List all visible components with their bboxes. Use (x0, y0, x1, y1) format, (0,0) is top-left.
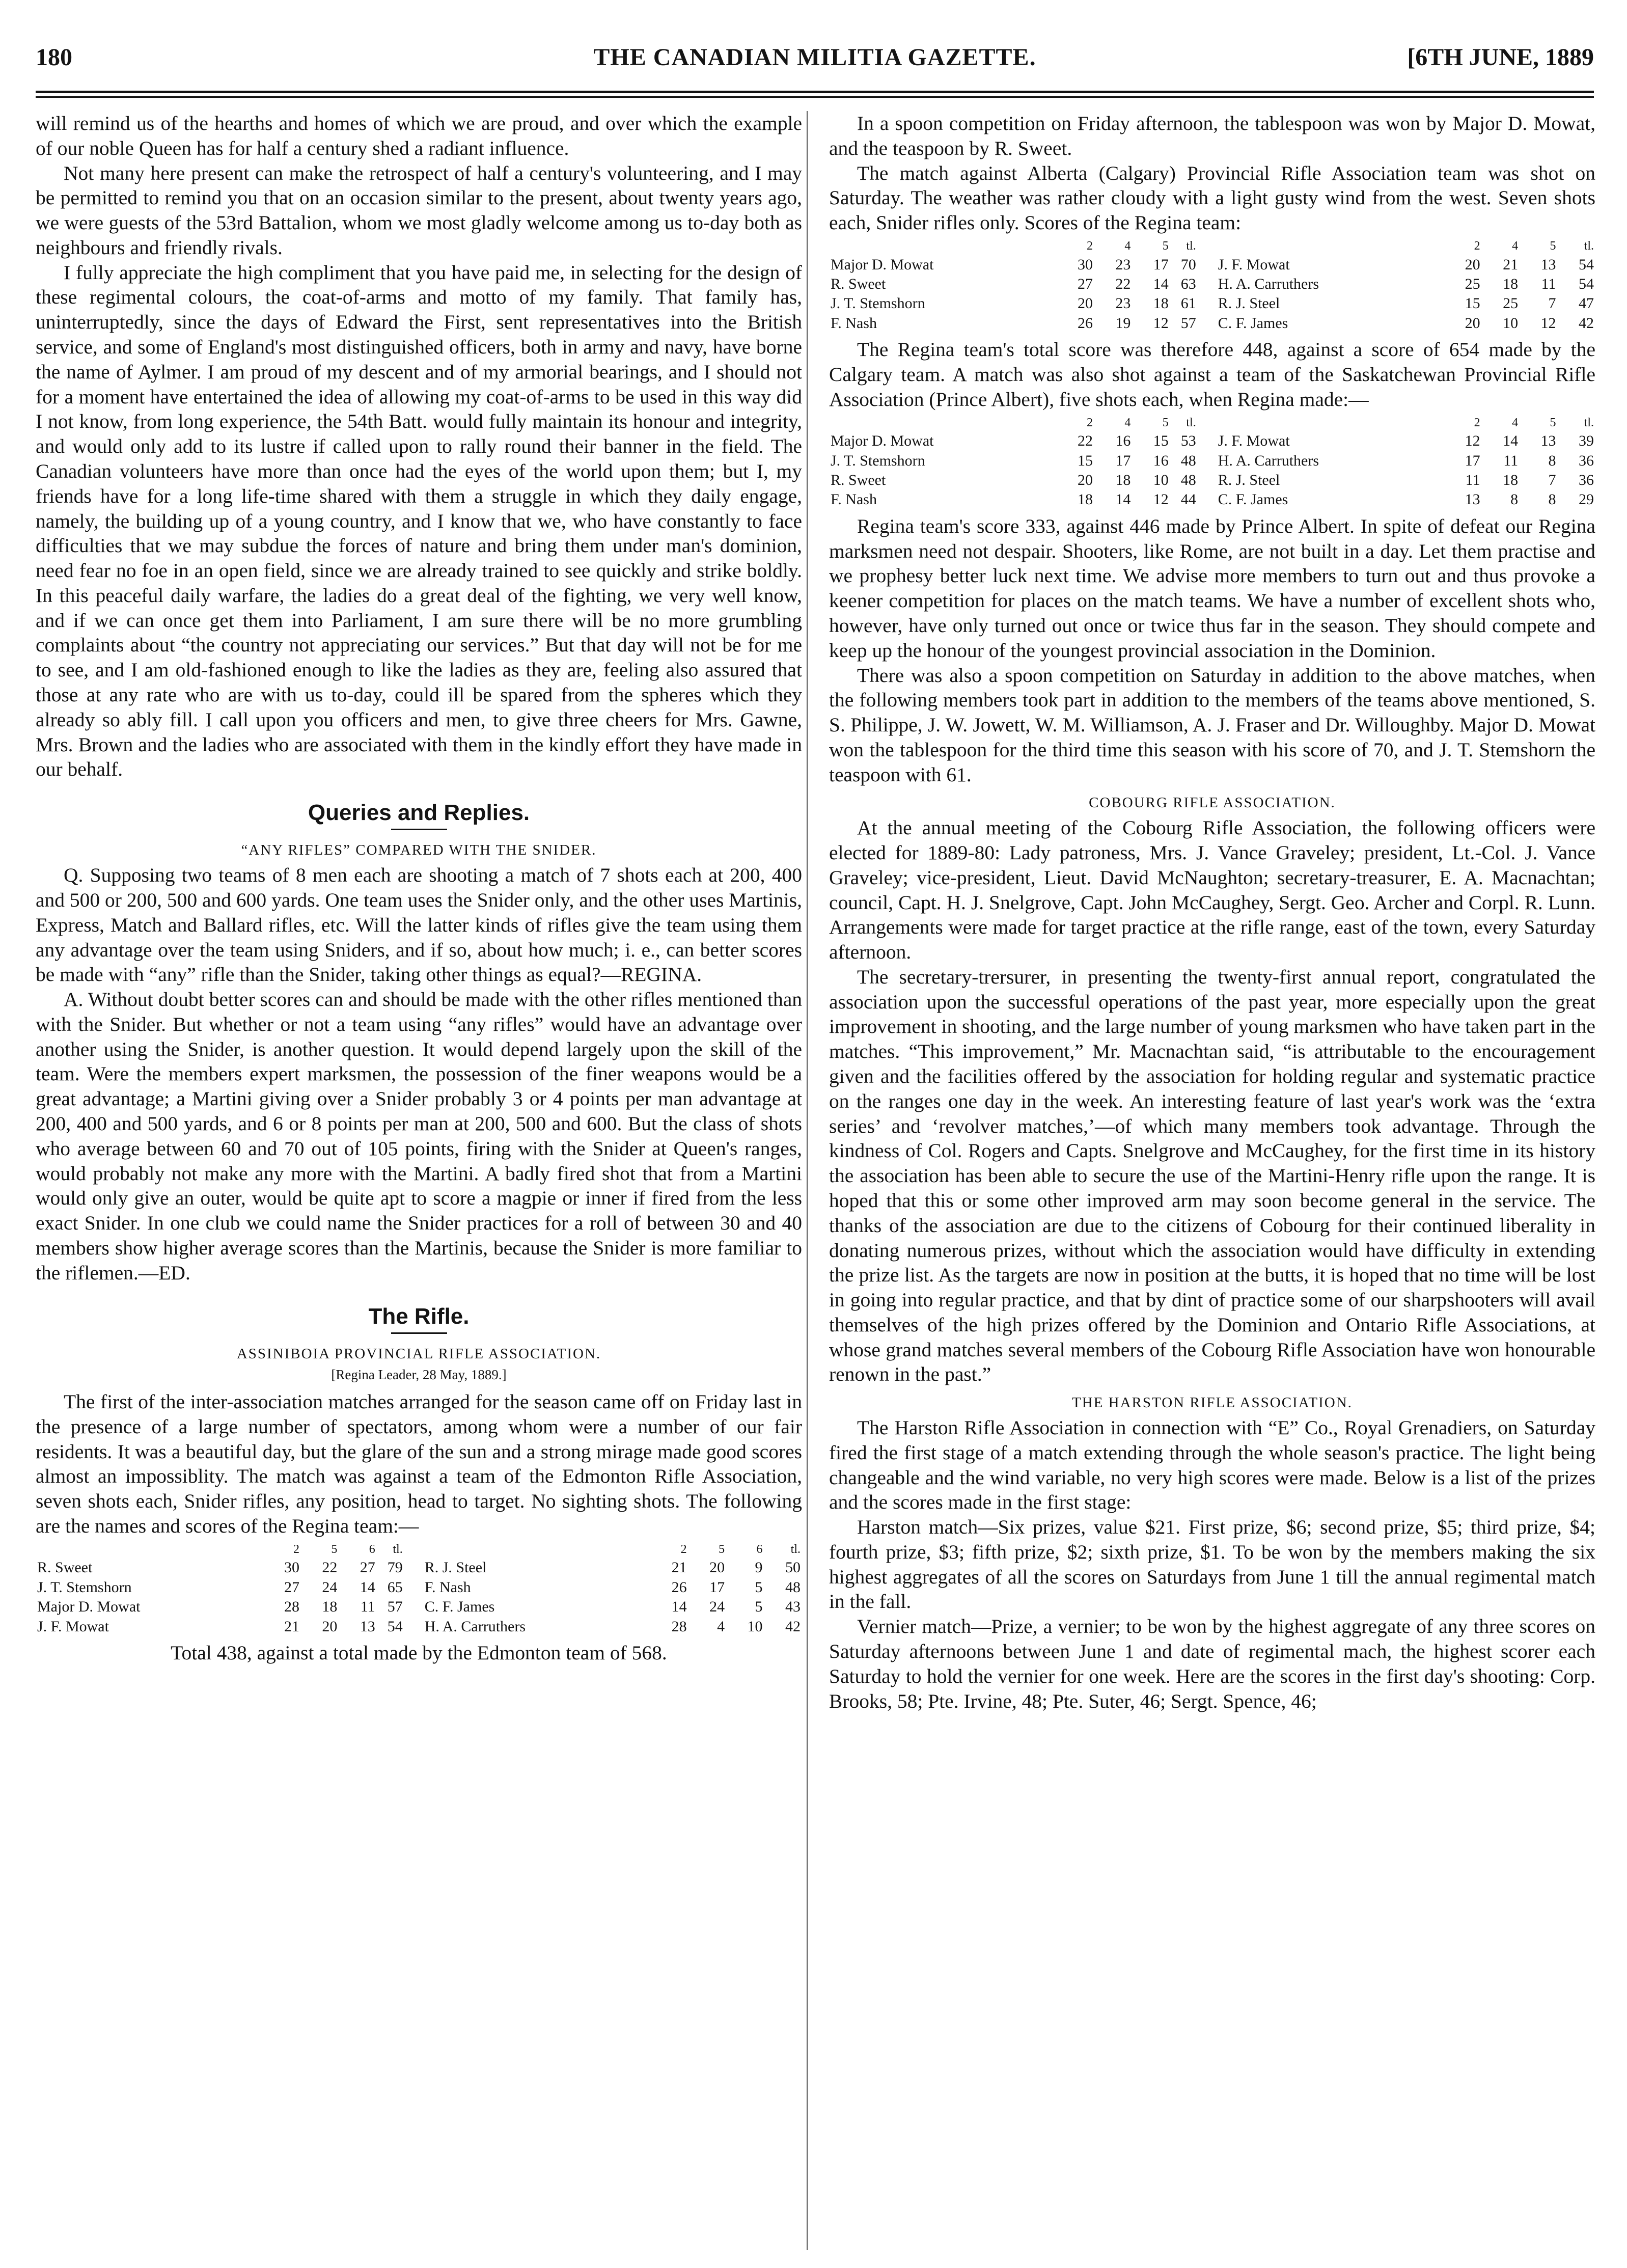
score-total: 57 (1180, 314, 1196, 332)
article-paragraph: There was also a spoon competition on Saturday in addition to the above matches, when the following members took part in addition to the members of the teams above mentioned, S. S. Philippe, J. W. Jowett, W. M. Williamson, A. J. Fraser and Dr. Willoughby. Major D. Mowat won the tablespoon for the third time this season with his score of 70, and J. T. Stemshorn the teaspoon with 61. (829, 664, 1595, 786)
score-total: 29 (1579, 491, 1594, 508)
table-row (829, 275, 1595, 294)
score: 4 (717, 1618, 725, 1635)
score: 12 (1153, 491, 1169, 508)
total-header: tl. (1584, 239, 1594, 253)
score: 27 (360, 1559, 375, 1576)
score: 27 (284, 1578, 299, 1596)
score-total: 57 (387, 1598, 403, 1616)
score: 8 (1510, 491, 1519, 508)
score: 13 (360, 1618, 375, 1635)
score: 15 (1465, 295, 1480, 312)
shooter-name: R. J. Steel (424, 1559, 487, 1576)
article-paragraph: The secretary-trersurer, in presenting the twenty-first annual report, congratulated the association upon the successful operations of the past year, more especially upon the great improvement in shooting, and the large number of young marksmen who have taken part in the matches. “This improvement,” Mr. Macnachtan said, “is attributable to the encouragement given and the facilities offered by the association for holding regular and systematic practice on the ranges one day in the week. An interesting feature of last year's work was the ‘extra series’ and ‘revolver matches,’—of which many members took advantage. Through the kindness of Col. Rogers and Capts. Snelgrove and McCaughey, for the first time in its history the association has been able to secure the use of the Martini-Henry rifle upon the range. It is hoped that this or some other improved arm may soon become general in the service. The thanks of the association are due to the citizens of Cobourg for their continued liberality in donating numerous prizes, without which the association would have difficulty in extending the prize list. As the targets are now in position at the butts, it is hoped that no time will be lost in going into regular practice, and that by dint of practice some of our sharpshooters will avail themselves of the high prizes offered by the Dominion and Ontario Rifle Associations, at whose grand matches several members of the Cobourg Rifle Association have won honourable renown in the past.” (829, 965, 1595, 1386)
article-paragraph: The match against Alberta (Calgary) Provincial Rifle Association team was shot on Saturday. The weather was rather cloudy with a light gusty wind from the west. Seven shots each, Snider rifles only. Scores of the Regina team: (829, 161, 1595, 234)
score-total: 63 (1180, 276, 1196, 293)
score: 28 (671, 1618, 687, 1635)
right-column (829, 111, 1595, 2250)
table-row (36, 1578, 802, 1597)
score-total: 36 (1579, 472, 1594, 489)
shooter-name: Major D. Mowat (831, 432, 934, 450)
article-paragraph: At the annual meeting of the Cobourg Rifle Association, the following officers were elected for 1889-80: Lady patroness, Mrs. J. Vance Graveley; president, Lt.-Col. J. Vance Graveley; vice-president, Lieut. David McNaughton; secretary-treasurer, E. A. Macnachtan; council, Capt. H. J. Snelgrove, Capt. John McCaughey, Sergt. Geo. Archer and Corpl. R. Lunn. Arrangements were made for target practice at the rifle range, east of the town, every Saturday afternoon. (829, 816, 1595, 964)
issue-date: [6TH JUNE, 1889 (1407, 44, 1594, 71)
rifle-heading: The Rifle. (368, 1303, 470, 1329)
range-header: 2 (680, 1542, 687, 1556)
range-header: 4 (1124, 416, 1131, 429)
table-row (829, 294, 1595, 313)
score-total: 42 (785, 1618, 801, 1635)
range-header: 2 (1086, 416, 1093, 429)
shooter-name: H. A. Carruthers (1218, 452, 1319, 469)
range-header: 4 (1512, 416, 1519, 429)
score-total: 39 (1579, 432, 1594, 450)
score: 13 (1540, 256, 1556, 273)
table-row (829, 490, 1595, 509)
score: 22 (1115, 276, 1131, 293)
score: 10 (1153, 472, 1169, 489)
range-header: 5 (1162, 239, 1169, 253)
score-total: 43 (785, 1598, 801, 1616)
score: 25 (1465, 276, 1480, 293)
speech-paragraph: will remind us of the hearths and homes of which we are proud, and over which the example of our noble Queen has for half a century shed a radiant influence. (36, 112, 802, 159)
score: 9 (755, 1559, 763, 1576)
score: 21 (671, 1559, 687, 1576)
score: 20 (1465, 256, 1480, 273)
score: 15 (1077, 452, 1093, 469)
table-row (829, 471, 1595, 490)
table-row (829, 451, 1595, 471)
article-paragraph: In a spoon competition on Friday afternoon, the tablespoon was won by Major D. Mowat, and the teaspoon by R. Sweet. (829, 112, 1595, 159)
score: 24 (709, 1598, 725, 1616)
score-total: 48 (785, 1578, 801, 1596)
total-header: tl. (1584, 416, 1594, 429)
score: 8 (1548, 491, 1556, 508)
score: 26 (671, 1578, 687, 1596)
table-row (829, 255, 1595, 275)
score: 16 (1115, 432, 1131, 450)
header-rule-thick (36, 91, 1594, 93)
range-header: 2 (1474, 416, 1480, 429)
cobourg-heading: COBOURG RIFLE ASSOCIATION. (1089, 795, 1336, 811)
score: 8 (1548, 452, 1556, 469)
score: 18 (1077, 491, 1093, 508)
score: 18 (322, 1598, 338, 1616)
shooter-name: R. Sweet (831, 276, 886, 293)
score: 20 (1465, 314, 1480, 332)
score: 11 (1503, 452, 1519, 469)
column-divider (807, 111, 808, 2250)
section-rule (391, 829, 447, 830)
score: 17 (1115, 452, 1131, 469)
score: 20 (322, 1618, 338, 1635)
range-header: 4 (1124, 239, 1131, 253)
score: 27 (1077, 276, 1093, 293)
score-total: 50 (785, 1559, 801, 1576)
shooter-name: R. J. Steel (1218, 295, 1280, 312)
score: 14 (1115, 491, 1131, 508)
score: 30 (284, 1559, 299, 1576)
score-total: 79 (387, 1559, 403, 1576)
range-header: 4 (1512, 239, 1519, 253)
score: 13 (1465, 491, 1480, 508)
shooter-name: J. T. Stemshorn (37, 1578, 132, 1596)
left-column (36, 111, 802, 2250)
score: 25 (1503, 295, 1519, 312)
score: 26 (1077, 314, 1093, 332)
score: 17 (1153, 256, 1169, 273)
shooter-name: C. F. James (1218, 314, 1288, 332)
score: 5 (755, 1578, 763, 1596)
shooter-name: F. Nash (831, 491, 877, 508)
score-total: 48 (1180, 472, 1196, 489)
score: 11 (1465, 472, 1480, 489)
shooter-name: J. T. Stemshorn (831, 295, 925, 312)
section-rule (391, 1332, 447, 1334)
score: 13 (1540, 432, 1556, 450)
range-header: 6 (369, 1542, 375, 1556)
score: 21 (1503, 256, 1519, 273)
score-total: 70 (1180, 256, 1196, 273)
score: 14 (671, 1598, 687, 1616)
table-row (36, 1617, 802, 1636)
score: 14 (1503, 432, 1519, 450)
article-paragraph: The Harston Rifle Association in connection with “E” Co., Royal Grenadiers, on Saturday fired the first stage of a match extending through the whole season's practice. The light being changeable and the wind variable, no very high scores were made. Below is a list of the prizes and the scores made in the first stage: (829, 1416, 1595, 1514)
total-header: tl. (790, 1542, 801, 1556)
score: 18 (1115, 472, 1131, 489)
score-total: 42 (1579, 314, 1594, 332)
shooter-name: C. F. James (424, 1598, 495, 1616)
score: 18 (1503, 472, 1519, 489)
score: 17 (709, 1578, 725, 1596)
table-row (36, 1558, 802, 1577)
score: 12 (1465, 432, 1480, 450)
question-paragraph: Q. Supposing two teams of 8 men each are shooting a match of 7 shots each at 200, 400 and 500 or 200, 500 and 600 yards. One team uses the Snider only, and the other uses Martinis, Express, Match and Ballard rifles, etc. Will the latter kinds of rifles give the team using them any advantage over the team using Sniders, and if so, about how much; i. e., can better scores be made with “any” rifle than the Snider, taking other things as equal?—REGINA. (36, 864, 802, 986)
speech-paragraph: Not many here present can make the retrospect of half a century's volunteering, and I may be permitted to remind you that on an occasion similar to the present, about twenty years ago, we were guests of the 53rd Battalion, whom we most gladly welcome among us to-day both as neighbours and friendly rivals. (36, 161, 802, 259)
table-row (829, 314, 1595, 333)
range-header: 6 (756, 1542, 763, 1556)
range-header: 5 (1550, 239, 1556, 253)
score-total: 54 (1579, 256, 1594, 273)
shooter-name: R. J. Steel (1218, 472, 1280, 489)
score: 20 (1077, 472, 1093, 489)
score-total: 47 (1579, 295, 1594, 312)
queries-subheading: “ANY RIFLES” COMPARED WITH THE SNIDER. (241, 842, 597, 859)
article-paragraph: Vernier match—Prize, a vernier; to be won by the highest aggregate of any three scores on Saturday afternoons between June 1 and date of regimental mach, the highest scorer each Saturday to hold the vernier for one week. Here are the scores in the first day's shooting: Corp. Brooks, 58; Pte. Irvine, 48; Pte. Suter, 46; Sergt. Spence, 46; (829, 1615, 1595, 1712)
page-number: 180 (36, 44, 72, 71)
total-header: tl. (1186, 239, 1196, 253)
newspaper-title: THE CANADIAN MILITIA GAZETTE. (593, 44, 1036, 71)
assiniboia-heading: ASSINIBOIA PROVINCIAL RIFLE ASSOCIATION. (236, 1345, 601, 1362)
article-paragraph: Harston match—Six prizes, value $21. First prize, $6; second prize, $5; third prize, $4; fourth prize, $3; fifth prize, $2; sixth prize, $1. To be won by the members making the six highest aggregates of all the scores on Saturdays from June 1 till the annual regimental match in the fall. (829, 1516, 1595, 1613)
range-header: 2 (293, 1542, 299, 1556)
score: 20 (709, 1559, 725, 1576)
score-total: 54 (1579, 276, 1594, 293)
score: 14 (360, 1578, 375, 1596)
range-header: 5 (1162, 416, 1169, 429)
total-line: Total 438, against a total made by the Edmonton team of 568. (171, 1641, 667, 1664)
shooter-name: J. F. Mowat (1218, 256, 1290, 273)
score: 12 (1540, 314, 1556, 332)
score: 19 (1115, 314, 1131, 332)
shooter-name: H. A. Carruthers (424, 1618, 526, 1635)
score-total: 48 (1180, 452, 1196, 469)
score: 17 (1465, 452, 1480, 469)
score-table-prince-albert (829, 415, 1595, 510)
score: 21 (284, 1618, 299, 1635)
score: 22 (1077, 432, 1093, 450)
table-row (36, 1597, 802, 1617)
total-header: tl. (393, 1542, 403, 1556)
score: 14 (1153, 276, 1169, 293)
score-total: 65 (387, 1578, 403, 1596)
shooter-name: Major D. Mowat (37, 1598, 141, 1616)
score: 23 (1115, 256, 1131, 273)
header-rule-thin (36, 96, 1594, 98)
answer-paragraph: A. Without doubt better scores can and should be made with the other rifles mentioned than with the Snider. But whether or not a team using “any rifles” would have an advantage over another using the Snider, is another question. It would depend largely upon the skill of the team. Were the members expert marksmen, the possession of the finer weapons would be a great advantage; a Martini giving over a Snider probably 3 or 4 points per man advantage at 200, 400 and 500 yards, and 6 or 8 points per man at 200, 500 and 600. But the class of shots who average between 60 and 70 out of 105 points, firing with the Snider at Queen's ranges, would probably not make any more with the Martini. A badly fired shot that from a Martini would only give an outer, would be quite apt to score a magpie or inner if fired from the less exact Snider. In one club we could name the Snider practices for a roll of between 30 and 40 members show higher average scores than the Martinis, because the Snider is more familiar to the riflemen.—ED. (36, 988, 802, 1284)
score-total: 54 (387, 1618, 403, 1635)
shooter-name: R. Sweet (37, 1559, 93, 1576)
shooter-name: F. Nash (424, 1578, 471, 1596)
score: 18 (1503, 276, 1519, 293)
score-total: 44 (1180, 491, 1196, 508)
range-header: 2 (1474, 239, 1480, 253)
score: 10 (1503, 314, 1519, 332)
shooter-name: F. Nash (831, 314, 877, 332)
range-header: 5 (1550, 416, 1556, 429)
score: 7 (1548, 472, 1556, 489)
total-header: tl. (1186, 416, 1196, 429)
score: 10 (747, 1618, 763, 1635)
score: 20 (1077, 295, 1093, 312)
page-header (36, 43, 1594, 89)
assiniboia-paragraph: The first of the inter-association matches arranged for the season came off on Friday last in the presence of a large number of spectators, among whom were a number of our fair residents. It was a beautiful day, but the glare of the sun and a strong mirage made good scores almost an impossiblity. The match was against a team of the Edmonton Rifle Association, seven shots each, Snider rifles, any position, head to target. No sighting shots. The following are the names and scores of the Regina team:— (36, 1390, 802, 1537)
harston-heading: THE HARSTON RIFLE ASSOCIATION. (1072, 1395, 1353, 1411)
shooter-name: H. A. Carruthers (1218, 276, 1319, 293)
source-note: [Regina Leader, 28 May, 1889.] (331, 1367, 507, 1382)
score: 22 (322, 1559, 338, 1576)
score-total: 36 (1579, 452, 1594, 469)
article-paragraph: The Regina team's total score was therefore 448, against a score of 654 made by the Calgary team. A match was also shot against a team of the Saskatchewan Provincial Rifle Association (Prince Albert), five shots each, when Regina made:— (829, 338, 1595, 411)
score-total: 53 (1180, 432, 1196, 450)
score: 28 (284, 1598, 299, 1616)
score: 16 (1153, 452, 1169, 469)
shooter-name: J. T. Stemshorn (831, 452, 925, 469)
score: 7 (1548, 295, 1556, 312)
score: 15 (1153, 432, 1169, 450)
score-table-edmonton (36, 1542, 802, 1636)
shooter-name: Major D. Mowat (831, 256, 934, 273)
score-table-calgary (829, 238, 1595, 333)
score: 11 (1541, 276, 1556, 293)
range-header: 2 (1086, 239, 1093, 253)
shooter-name: R. Sweet (831, 472, 886, 489)
article-paragraph: Regina team's score 333, against 446 made by Prince Albert. In spite of defeat our Regina marksmen need not despair. Shooters, like Rome, are not built in a day. Let them practise and we prophesy better luck next time. We advise more members to turn out and thus provoke a keener competition for places on the match teams. We have a number of excellent shots who, however, have only turned out once or twice thus far in the season. They should compete and keep up the honour of the youngest provincial association in the Dominion. (829, 514, 1595, 662)
score: 11 (360, 1598, 375, 1616)
score: 24 (322, 1578, 338, 1596)
range-header: 5 (719, 1542, 725, 1556)
speech-paragraph: I fully appreciate the high compliment that you have paid me, in selecting for the design of these regimental colours, the coat-of-arms and motto of my family. That family has, uninterruptedly, since the days of Edward the First, sent representatives into the British service, and some of England's most distinguished officers, both in army and navy, have borne the name of Aylmer. I am proud of my descent and of my armorial bearings, and I should not for a moment have entertained the idea of allowing my coat-of-arms to be used in this way did I not know, from long experience, the 54th Batt. would fully maintain its honour and integrity, and would only add to its lustre if called upon to rally round their banner in the field. The Canadian volunteers have more than once had the eyes of the world upon them; but I, my friends have for a long life-time shared with them a struggle in which they daily engage, namely, the building up of a young country, and I know that we, who have constantly to face difficulties that we may subdue the forces of nature and bring them under man's dominion, need fear no foe in an open field, since we are already trained to see quickly and strike boldly. In this peaceful daily warfare, the ladies do a great deal of the fighting, we very well know, and if we can once get them into Parliament, I am sure there will be no more grumbling complaints about “the country not appreciating our services.” But that day will not be for me to see, and I am old-fashioned enough to like the ladies as they are, feeling also assured that those at any rate who are with us to-day, could ill be spared from the spheres which they already so ably fill. I call upon you officers and men, to give three cheers for Mrs. Gawne, Mrs. Brown and the ladies who are associated with them in the kindly effort they have made in our behalf. (36, 261, 802, 781)
shooter-name: J. F. Mowat (37, 1618, 109, 1635)
queries-heading: Queries and Replies. (308, 800, 530, 826)
score: 12 (1153, 314, 1169, 332)
score: 5 (755, 1598, 763, 1616)
table-row (829, 431, 1595, 451)
score-total: 61 (1180, 295, 1196, 312)
score: 18 (1153, 295, 1169, 312)
score: 30 (1077, 256, 1093, 273)
shooter-name: J. F. Mowat (1218, 432, 1290, 450)
score: 23 (1115, 295, 1131, 312)
range-header: 5 (331, 1542, 338, 1556)
shooter-name: C. F. James (1218, 491, 1288, 508)
